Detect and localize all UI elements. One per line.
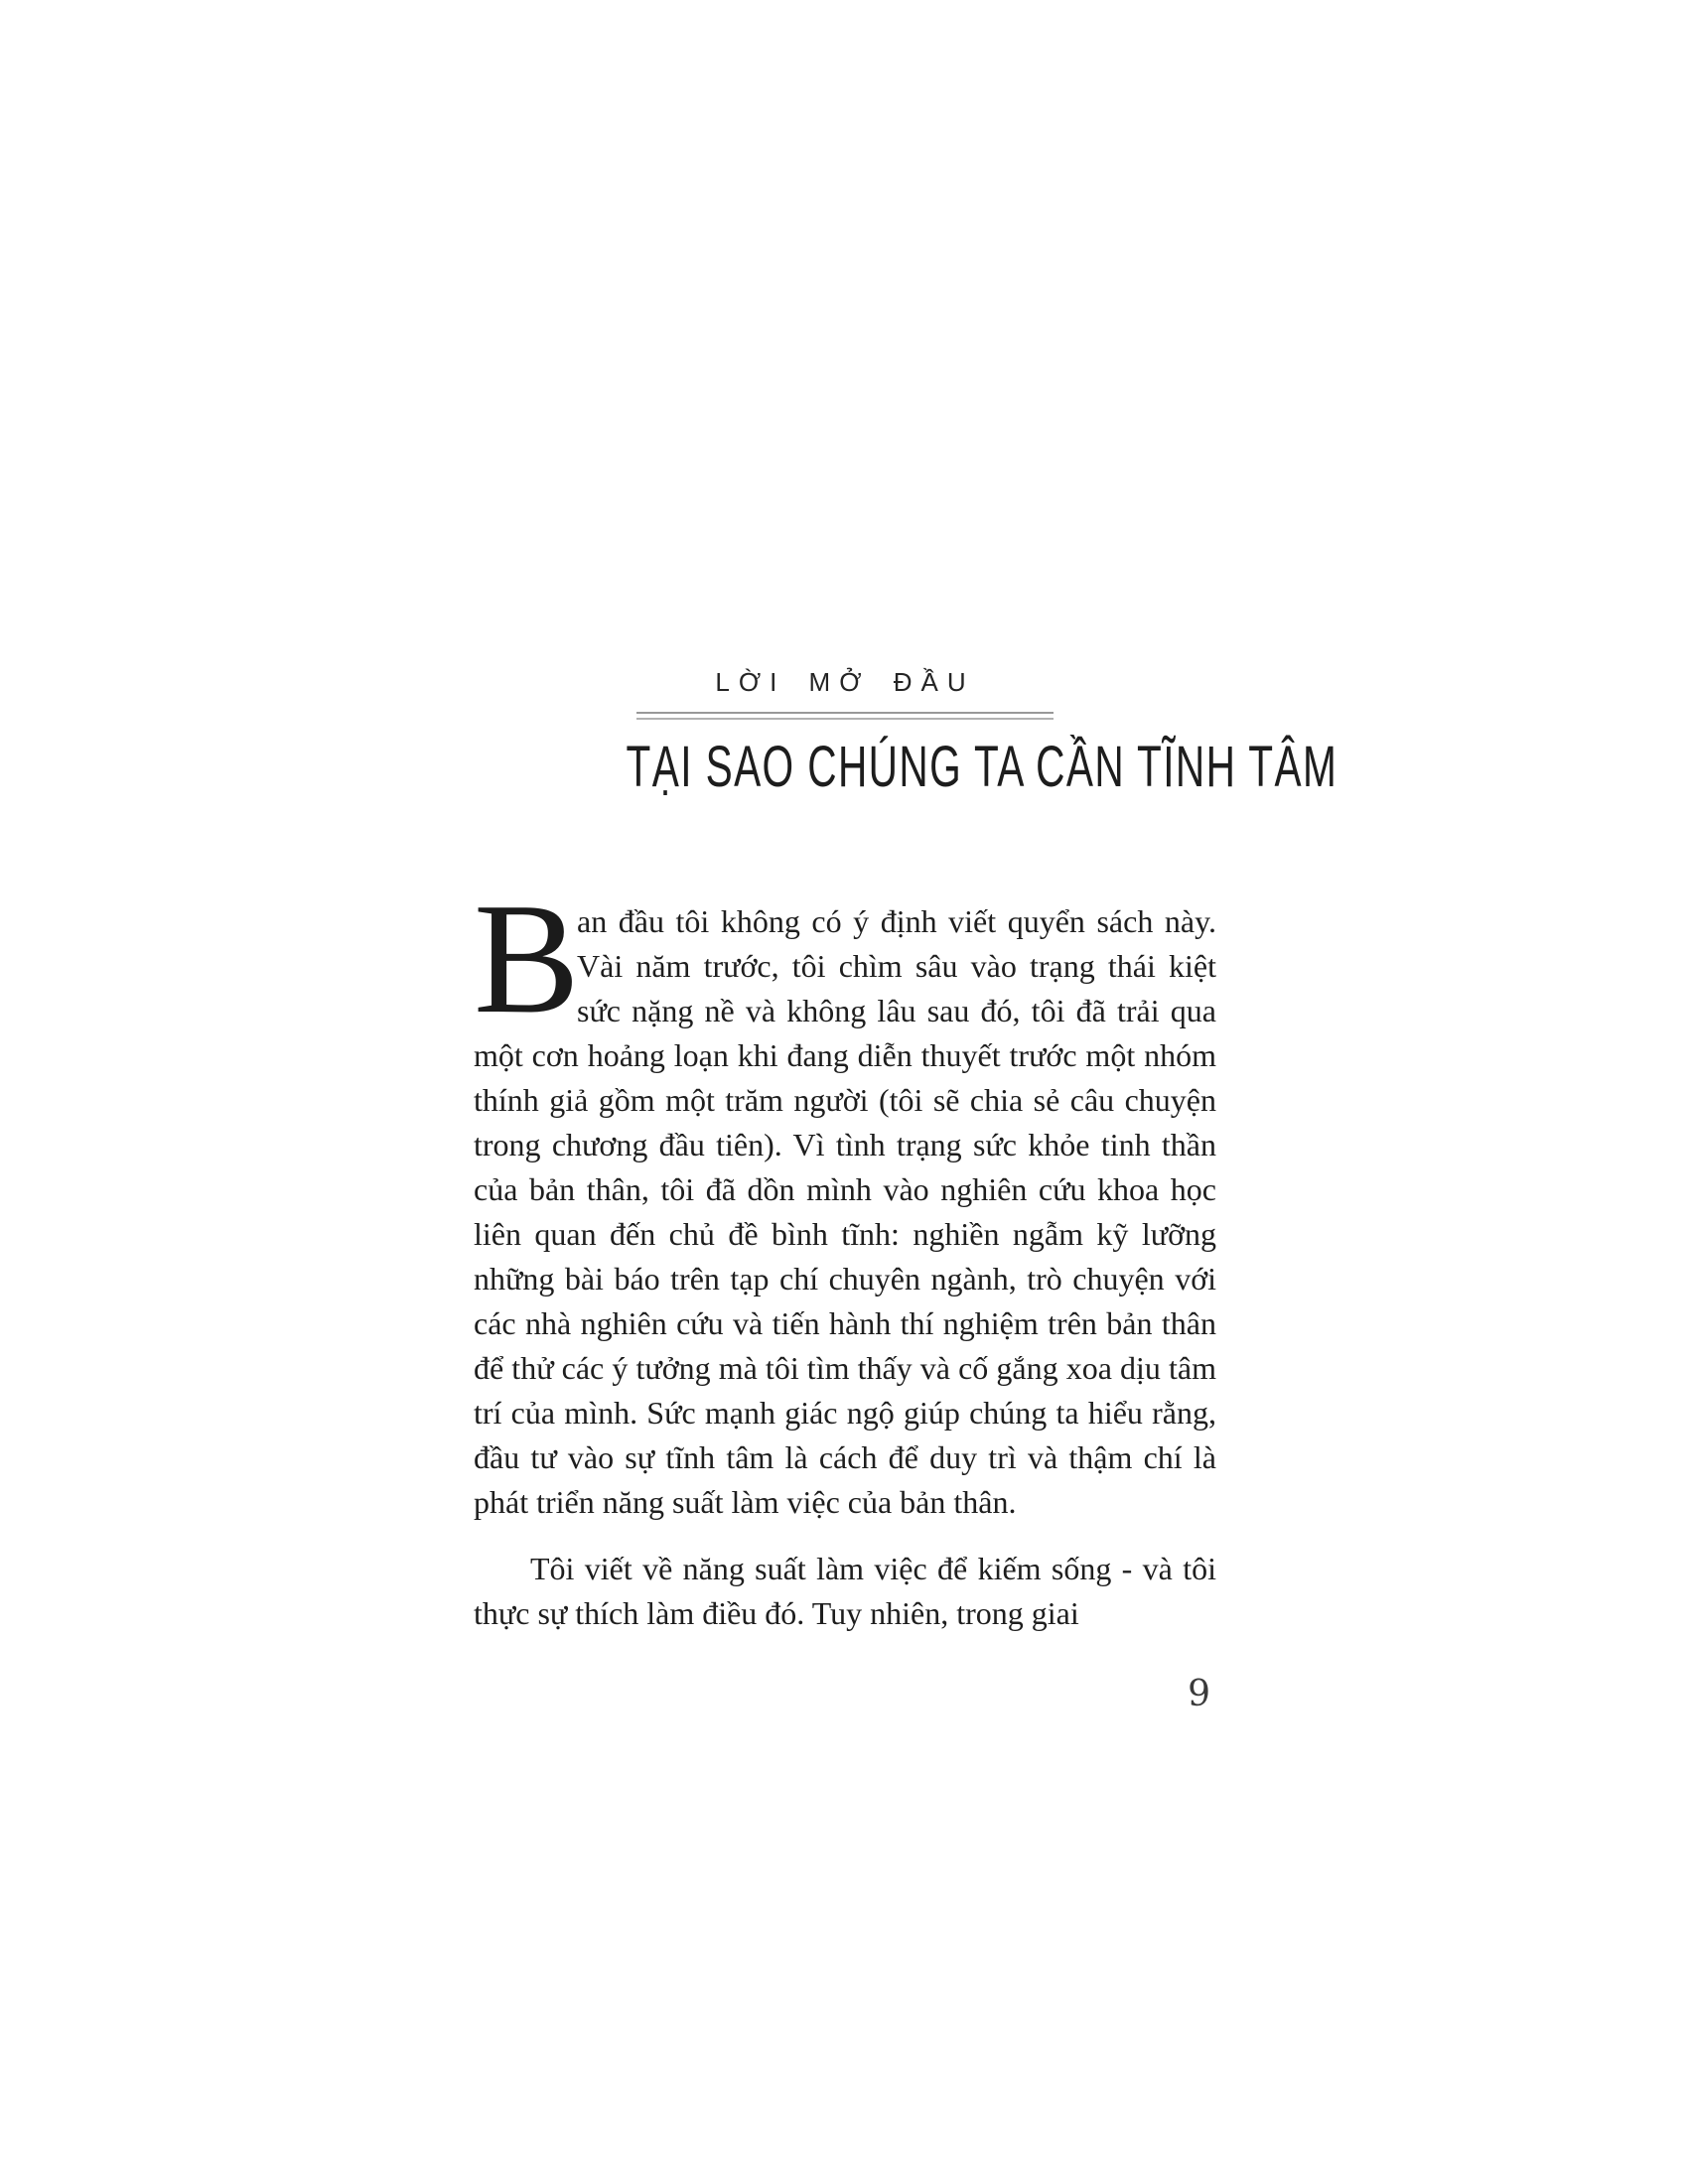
- chapter-title-wrap: [474, 734, 1338, 800]
- double-rule-divider: [636, 712, 1054, 720]
- paragraph-text: an đầu tôi không có ý định viết quyển sách này. Vài năm trước, tôi chìm sâu vào trạng thái kiệt sức nặng nề và không lâu sau đó, tôi đã trải qua một cơn hoảng loạn khi đang diễn thuyết trước một nhóm thính giả gồm một trăm người (tôi sẽ chia sẻ câu chuyện trong chương đầu tiên). Vì tình trạng sức khỏe tinh thần của bản thân, tôi đã dồn mình vào nghiên cứu khoa học liên quan đến chủ đề bình tĩnh: nghiền ngẫm kỹ lưỡng những bài báo trên tạp chí chuyên ngành, trò chuyện với các nhà nghiên cứu và tiến hành thí nghiệm trên bản thân để thử các ý tưởng mà tôi tìm thấy và cố gắng xoa dịu tâm trí của mình. Sức mạnh giác ngộ giúp chúng ta hiểu rằng, đầu tư vào sự tĩnh tâm là cách để duy trì và thậm chí là phát triển năng suất làm việc của bản thân.: [474, 903, 1216, 1520]
- drop-cap: B: [474, 870, 580, 1046]
- body-text: [474, 870, 1216, 1636]
- section-kicker: LỜI MỞ ĐẦU: [715, 667, 975, 697]
- text-column: [474, 667, 1338, 1714]
- body-paragraph: [474, 870, 1216, 1525]
- body-paragraph: Tôi viết về năng suất làm việc để kiếm sống - và tôi thực sự thích làm điều đó. Tuy nhiên, trong giai: [474, 1551, 1216, 1631]
- chapter-title: TẠI SAO CHÚNG TA CẦN TĨNH TÂM: [626, 735, 1338, 799]
- page-number: 9: [1188, 1674, 1210, 1714]
